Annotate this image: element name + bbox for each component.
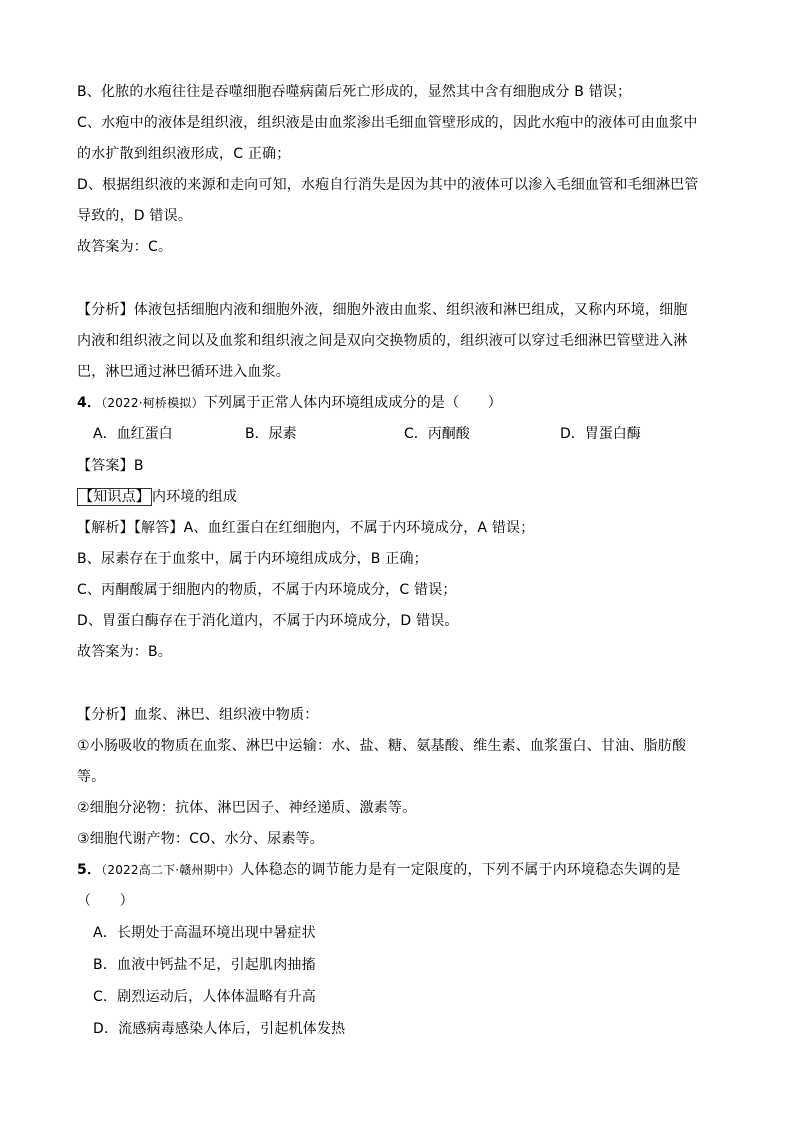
q3-analysis-2: 内液和组织液之间以及血浆和组织液之间是双向交换物质的，组织液可以穿过毛细淋巴管壁进入淋 <box>77 333 688 349</box>
q4-option-b: B．尿素 <box>245 426 297 442</box>
q5-option-b: B．血液中钙盐不足，引起肌肉抽搐 <box>93 957 316 973</box>
q3-explanation-b: B、化脓的水疱往往是吞噬细胞吞噬病菌后死亡形成的，显然其中含有细胞成分 B 错误； <box>77 84 632 100</box>
q4-parse-2: B、尿素存在于血浆中，属于内环境组成成分，B 正确； <box>77 551 428 567</box>
q3-explanation-c-1: C、水疱中的液体是组织液，组织液是由血浆渗出毛细血管壁形成的，因此水疱中的液体可由血浆中 <box>77 115 698 131</box>
q4-parse-3: C、丙酮酸属于细胞内的物质，不属于内环境成分，C 错误； <box>77 582 457 598</box>
q3-analysis-1: 【分析】体液包括细胞内液和细胞外液，细胞外液由血浆、组织液和淋巴组成，又称内环境，细胞 <box>77 302 688 318</box>
q5-stem-2: （ ） <box>77 893 134 909</box>
q5-option-a: A．长期处于高温环境出现中暑症状 <box>93 925 316 941</box>
q4-option-a: A．血红蛋白 <box>93 426 173 442</box>
q3-answer-line: 故答案为：C。 <box>77 239 173 255</box>
q4-parse-text-1: 【解答】A、血红蛋白在红细胞内，不属于内环境成分，A 错误； <box>133 520 535 536</box>
q4-answer-value: B <box>133 458 144 474</box>
q4-option-d: D．胃蛋白酶 <box>560 426 641 442</box>
q4-analysis-3: 等。 <box>77 769 106 785</box>
q4-number: 4． <box>77 395 102 411</box>
q4-knowledge-point <box>77 487 237 507</box>
q4-stem-text: 下列属于正常人体内环境组成成分的是（ ） <box>203 395 502 411</box>
q4-parse-1 <box>77 518 534 538</box>
q5-option-c: C．剧烈运动后，人体体温略有升高 <box>93 989 316 1005</box>
q4-kp-value: 内环境的组成 <box>152 489 238 505</box>
q5-stem <box>77 860 681 880</box>
q4-parse-tag: 【解析】 <box>77 520 134 536</box>
q5-source: （2022高二下·赣州期中） <box>101 863 241 877</box>
q3-analysis-3: 巴，淋巴通过淋巴循环进入血浆。 <box>77 364 290 380</box>
q4-answer-line: 故答案为：B。 <box>77 644 173 660</box>
q4-answer <box>77 456 144 476</box>
q4-kp-tag: 【知识点】 <box>79 489 150 505</box>
q4-answer-tag: 【答案】 <box>77 458 134 474</box>
q3-explanation-d-1: D、根据组织液的来源和走向可知，水疱自行消失是因为其中的液体可以渗入毛细血管和毛细淋巴管 <box>77 177 699 193</box>
q5-option-d: D．流感病毒感染人体后，引起机体发热 <box>93 1021 346 1037</box>
q4-source: （2022·柯桥模拟） <box>101 396 204 410</box>
q5-stem-text: 人体稳态的调节能力是有一定限度的，下列不属于内环境稳态失调的是 <box>240 862 681 878</box>
q4-stem <box>77 393 502 413</box>
q5-number: 5． <box>77 862 102 878</box>
q4-options <box>93 424 733 444</box>
q4-analysis-2: ①小肠吸收的物质在血浆、淋巴中运输：水、盐、糖、氨基酸、维生素、血浆蛋白、甘油、脂肪酸 <box>77 738 687 754</box>
q4-analysis-4: ②细胞分泌物：抗体、淋巴因子、神经递质、激素等。 <box>77 800 417 816</box>
q4-parse-4: D、胃蛋白酶存在于消化道内，不属于内环境成分，D 错误。 <box>77 613 459 629</box>
q4-option-c: C．丙酮酸 <box>404 426 470 442</box>
q3-explanation-c-2: 的水扩散到组织液形成，C 正确； <box>77 146 291 162</box>
q4-analysis-5: ③细胞代谢产物：CO、水分、尿素等。 <box>77 831 324 847</box>
q3-explanation-d-2: 导致的，D 错误。 <box>77 208 193 224</box>
q4-analysis-1: 【分析】血浆、淋巴、组织液中物质： <box>77 707 319 723</box>
